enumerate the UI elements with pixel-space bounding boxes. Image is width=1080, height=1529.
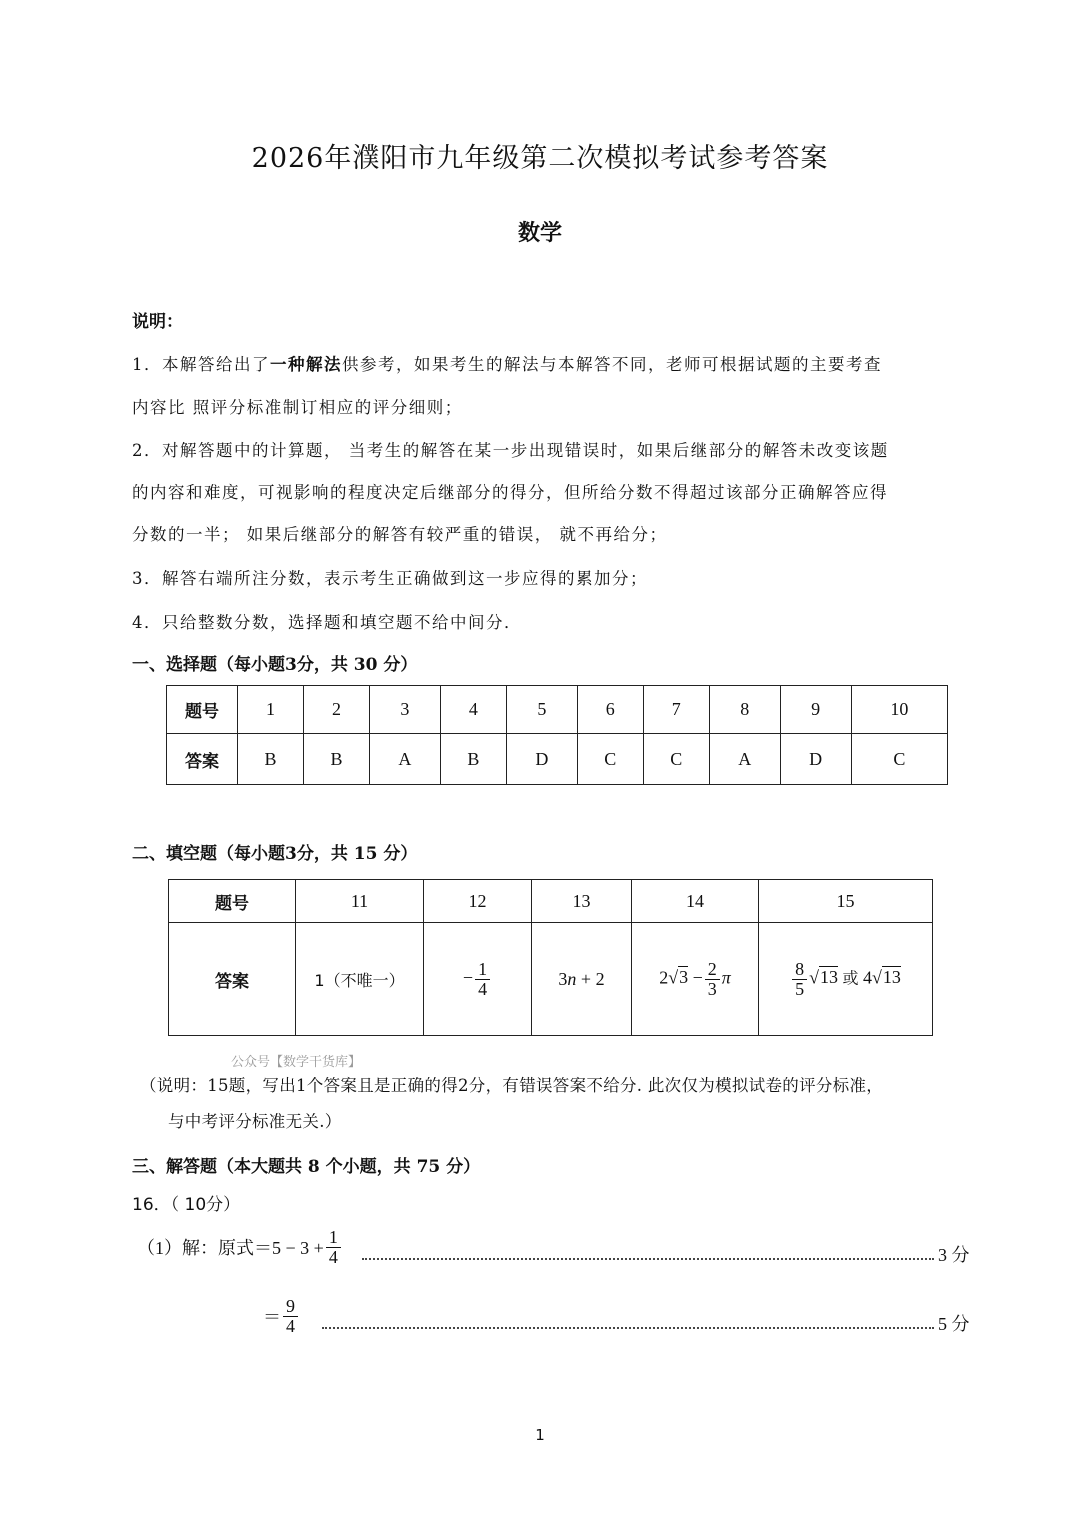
sqrt-sign-icon: √: [809, 967, 819, 988]
choice-a-cell: A: [369, 734, 440, 785]
row-label-answer: 答案: [167, 734, 238, 785]
choice-a-cell: D: [506, 734, 577, 785]
choice-q-cell: 2: [303, 686, 369, 734]
choice-answer-row: [167, 734, 948, 785]
step-1-expression: （1）解：原式＝5 − 3 +: [137, 1238, 324, 1259]
row-label-question: 题号: [167, 686, 238, 734]
fill-note-line1: （说明：15题，写出1个答案且是正确的得2分，有错误答案不给分. 此次仅为模拟试卷的评分标准，: [140, 1076, 884, 1095]
note-item-3: 3．解答右端所注分数，表示考生正确做到这一步应得的累加分；: [132, 569, 648, 588]
choice-a-cell: B: [238, 734, 304, 785]
choice-a-cell: D: [780, 734, 851, 785]
fill-question-row: [169, 880, 933, 923]
fill-q-cell: 12: [424, 880, 532, 923]
fill-q-cell: 11: [296, 880, 424, 923]
sqrt-sign-icon: √: [872, 967, 882, 988]
row-label-answer: 答案: [169, 923, 296, 1036]
choice-a-cell: C: [577, 734, 643, 785]
fraction-numerator: 8: [792, 960, 807, 980]
fraction-numerator: 1: [475, 960, 490, 980]
fraction-denominator: 4: [478, 978, 488, 999]
section2-heading: 二、填空题（每小题3分，共 15 分）: [132, 844, 418, 864]
choice-q-cell: 9: [780, 686, 851, 734]
choice-question-row: [167, 686, 948, 734]
fraction-denominator: 3: [707, 978, 717, 999]
choice-q-cell: 3: [369, 686, 440, 734]
answer-13-rest: + 2: [580, 968, 605, 989]
fraction-denominator: 5: [795, 978, 805, 999]
note-item-1: [132, 351, 882, 375]
solution-step-2: [263, 1297, 300, 1336]
answer-14: [632, 923, 759, 1036]
answer-13-coef: 3: [558, 968, 568, 989]
answer-15: [759, 923, 933, 1036]
fraction-denominator: 4: [328, 1246, 338, 1267]
answer-13-var: n: [567, 968, 577, 989]
choice-a-cell: C: [851, 734, 947, 785]
solution-step-1: [137, 1228, 343, 1267]
answer-14-coef: 2: [659, 967, 669, 988]
fraction-numerator: 9: [283, 1297, 298, 1317]
answer-14-radicand: 3: [679, 967, 689, 988]
fill-answer-table: [168, 879, 933, 1036]
notes-heading: 说明：: [132, 312, 183, 332]
answer-12-fraction: [475, 960, 490, 999]
subject-title: 数学: [517, 220, 562, 246]
choice-q-cell: 5: [506, 686, 577, 734]
answer-15-or: 或: [842, 968, 859, 988]
note-item-1-suffix: 供参考，如果考生的解法与本解答不同，老师可根据试题的主要考查: [342, 355, 882, 374]
fill-q-cell: 14: [632, 880, 759, 923]
choice-answer-table: [166, 685, 948, 785]
row-label-question: 题号: [169, 880, 296, 923]
choice-a-cell: B: [303, 734, 369, 785]
choice-q-cell: 1: [238, 686, 304, 734]
answer-15-fraction: [792, 960, 807, 999]
answer-15-radicand: 13: [819, 967, 838, 988]
fill-q-cell: 13: [532, 880, 632, 923]
answer-14-minus: −: [692, 967, 703, 988]
choice-q-cell: 6: [577, 686, 643, 734]
question-16-label: 16．（ 10分）: [132, 1195, 241, 1215]
answer-14-fraction: [705, 960, 720, 999]
dotted-leader: [322, 1327, 934, 1329]
answer-15-radicand-2: 13: [882, 967, 901, 988]
answer-14-pi: π: [721, 967, 731, 988]
choice-q-cell: 4: [440, 686, 506, 734]
step-1-score: 3 分: [938, 1245, 970, 1265]
section3-heading: 三、解答题（本大题共 8 个小题，共 75 分）: [132, 1157, 481, 1177]
choice-q-cell: 8: [709, 686, 780, 734]
step-2-score: 5 分: [938, 1314, 970, 1334]
answer-13: [532, 923, 632, 1036]
page-number: 1: [535, 1426, 545, 1444]
note-item-2-line2: 的内容和难度，可视影响的程度决定后继部分的得分，但所给分数不得超过该部分正确解答应得: [132, 483, 888, 502]
fraction-denominator: 4: [286, 1315, 295, 1336]
choice-q-cell: 7: [643, 686, 709, 734]
sqrt-sign-icon: √: [668, 967, 679, 988]
note-item-2-line1: 2．对解答题中的计算题， 当考生的解答在某一步出现错误时，如果后继部分的解答未改变该题: [132, 441, 889, 460]
note-item-2-line3: 分数的一半； 如果后继部分的解答有较严重的错误， 就不再给分；: [132, 525, 668, 544]
fraction-numerator: 2: [705, 960, 720, 980]
choice-a-cell: B: [440, 734, 506, 785]
choice-a-cell: C: [643, 734, 709, 785]
fill-q-cell: 15: [759, 880, 933, 923]
note-item-1-bold: 一种解法: [270, 355, 342, 374]
answer-12: [424, 923, 532, 1036]
watermark: 公众号【数学干货库】: [231, 1055, 362, 1070]
step-1-fraction: [326, 1228, 341, 1267]
note-item-1-prefix: 1．本解答给出了: [132, 355, 270, 374]
answer-15-coef2: 4: [863, 967, 872, 988]
step-2-fraction: [283, 1297, 298, 1336]
step-2-expression: ＝: [263, 1307, 281, 1328]
answer-11: [296, 923, 424, 1036]
document-title: 2026年濮阳市九年级第二次模拟考试参考答案: [251, 143, 829, 174]
section1-heading: 一、选择题（每小题3分，共 30 分）: [132, 655, 418, 675]
choice-q-cell: 10: [851, 686, 947, 734]
answer-11-text: 1（不唯一）: [314, 970, 405, 990]
dotted-leader: [362, 1258, 934, 1260]
note-item-4: 4．只给整数分数，选择题和填空题不给中间分．: [132, 613, 522, 632]
answer-12-sign: −: [462, 967, 474, 988]
fraction-numerator: 1: [326, 1228, 341, 1248]
note-item-1-line2: 内容比 照评分标准制订相应的评分细则；: [132, 398, 463, 417]
fill-note-line2: 与中考评分标准无关.）: [168, 1112, 342, 1131]
choice-a-cell: A: [709, 734, 780, 785]
fill-answer-row: [169, 923, 933, 1036]
